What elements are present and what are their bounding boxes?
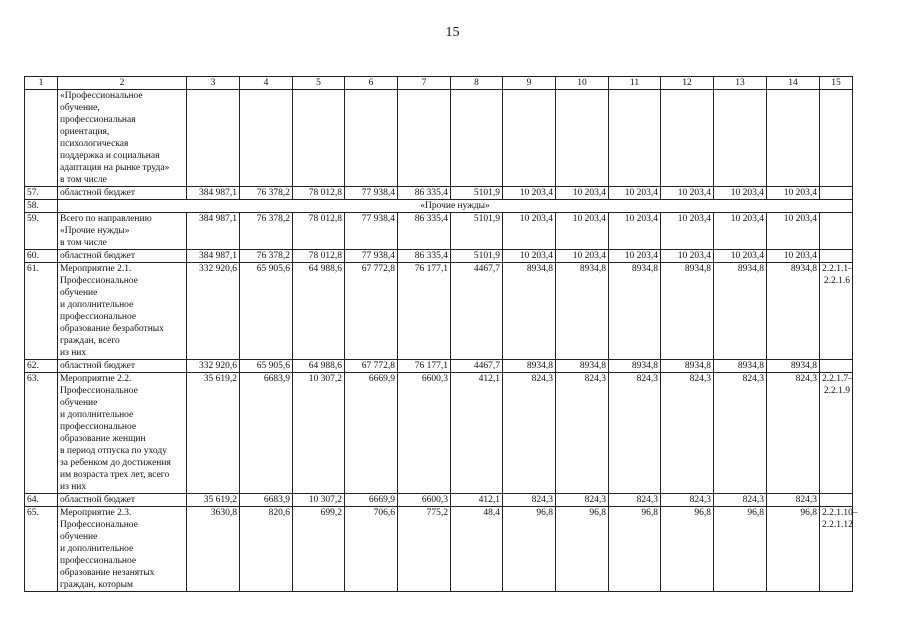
row-name: [58, 213, 187, 250]
row-name-line: из них: [60, 348, 87, 358]
value-cell-col-12: [661, 90, 714, 187]
value-cell-col-7: 6600,3: [398, 373, 451, 494]
row-name-line: и дополнительное: [60, 544, 134, 554]
table-row: [25, 263, 853, 360]
header-cell-9: 9: [503, 77, 556, 90]
value-cell-col-3: 3630,8: [187, 507, 240, 592]
row-code: [820, 360, 853, 373]
row-name-line: профессиональное: [60, 556, 137, 566]
value-cell-col-14: 824,3: [767, 373, 820, 494]
value-cell-col-11: 10 203,4: [609, 187, 661, 200]
row-code: [820, 494, 853, 507]
value-cell-col-14: 10 203,4: [767, 213, 820, 250]
row-name-line: образование женщин: [60, 434, 146, 444]
row-name-line: образование незанятых: [60, 568, 155, 578]
value-cell-col-12: 10 203,4: [661, 213, 714, 250]
value-cell-col-4: 820,6: [240, 507, 293, 592]
row-name-line: областной бюджет: [60, 251, 136, 261]
value-cell-col-10: 96,8: [556, 507, 609, 592]
row-name-line: из них: [60, 482, 87, 492]
value-cell-col-6: 6669,9: [345, 494, 398, 507]
header-cell-2: 2: [58, 77, 187, 90]
table-row: [25, 250, 853, 263]
table-body: [25, 77, 858, 592]
value-cell-col-12: 10 203,4: [661, 187, 714, 200]
value-cell-col-6: 77 938,4: [345, 187, 398, 200]
row-number: [25, 90, 58, 187]
value-cell-col-13: 8934,8: [714, 360, 767, 373]
value-cell-col-6: 67 772,8: [345, 263, 398, 360]
value-cell-col-5: 10 307,2: [293, 494, 345, 507]
value-cell-col-13: 96,8: [714, 507, 767, 592]
value-cell-col-4: 6683,9: [240, 373, 293, 494]
value-cell-col-3: [187, 90, 240, 187]
header-cell-6: 6: [345, 77, 398, 90]
row-name-line: ориентация,: [60, 127, 110, 137]
table-header-row: [25, 77, 853, 90]
value-cell-col-6: [345, 90, 398, 187]
value-cell-col-8: 5101,9: [451, 250, 503, 263]
value-cell-col-10: 10 203,4: [556, 250, 609, 263]
value-cell-col-13: 824,3: [714, 494, 767, 507]
row-name-line: обучение: [60, 532, 98, 542]
value-cell-col-8: [451, 90, 503, 187]
value-cell-col-9: 96,8: [503, 507, 556, 592]
value-cell-col-3: 384 987,1: [187, 213, 240, 250]
value-cell-col-6: 67 772,8: [345, 360, 398, 373]
header-cell-14: 14: [767, 77, 820, 90]
row-name: [58, 250, 187, 263]
row-code-line: 2.2.1.6: [823, 276, 850, 286]
row-name-line: Профессиональное: [60, 276, 138, 286]
row-number: 64.: [25, 494, 58, 507]
row-code: [820, 373, 853, 494]
table-row: [25, 373, 853, 494]
header-cell-5: 5: [293, 77, 345, 90]
value-cell-col-3: 384 987,1: [187, 250, 240, 263]
row-code: [820, 187, 853, 200]
header-cell-10: 10: [556, 77, 609, 90]
value-cell-col-9: 10 203,4: [503, 250, 556, 263]
row-number: 61.: [25, 263, 58, 360]
value-cell-col-5: 64 988,6: [293, 360, 345, 373]
row-name-line: Профессиональное: [60, 386, 138, 396]
table-row: [25, 494, 853, 507]
value-cell-col-12: 96,8: [661, 507, 714, 592]
row-number: 58.: [25, 200, 58, 213]
value-cell-col-9: [503, 90, 556, 187]
section-title: «Прочие нужды»: [58, 200, 853, 213]
row-code-line: 2.2.1.9: [823, 386, 850, 396]
row-name-line: Мероприятие 2.2.: [60, 374, 132, 384]
value-cell-col-5: 699,2: [293, 507, 345, 592]
value-cell-col-7: 86 335,4: [398, 187, 451, 200]
value-cell-col-6: 6669,9: [345, 373, 398, 494]
table-row: [25, 90, 853, 187]
row-code: [820, 90, 853, 187]
row-name: [58, 507, 187, 592]
value-cell-col-8: 412,1: [451, 494, 503, 507]
value-cell-col-11: [609, 90, 661, 187]
row-name-line: областной бюджет: [60, 495, 136, 505]
row-name-line: профессиональное: [60, 312, 137, 322]
value-cell-col-10: 10 203,4: [556, 213, 609, 250]
value-cell-col-3: 332 920,6: [187, 360, 240, 373]
value-cell-col-11: 10 203,4: [609, 213, 661, 250]
header-cell-12: 12: [661, 77, 714, 90]
page-bottom-margin: [0, 596, 905, 640]
row-name: [58, 263, 187, 360]
value-cell-col-8: 5101,9: [451, 213, 503, 250]
page-number: 15: [445, 25, 460, 40]
value-cell-col-9: 8934,8: [503, 360, 556, 373]
value-cell-col-14: 8934,8: [767, 263, 820, 360]
row-name-line: областной бюджет: [60, 188, 136, 198]
value-cell-col-3: 384 987,1: [187, 187, 240, 200]
value-cell-col-9: 824,3: [503, 373, 556, 494]
value-cell-col-8: 4467,7: [451, 360, 503, 373]
value-cell-col-13: 8934,8: [714, 263, 767, 360]
value-cell-col-5: 78 012,8: [293, 187, 345, 200]
row-number: 57.: [25, 187, 58, 200]
value-cell-col-5: 64 988,6: [293, 263, 345, 360]
table-row: [25, 200, 853, 213]
row-name-line: психологическая: [60, 139, 129, 149]
row-name-line: «Прочие нужды»: [60, 226, 130, 236]
header-cell-7: 7: [398, 77, 451, 90]
row-name-line: Мероприятие 2.1.: [60, 264, 132, 274]
value-cell-col-9: 824,3: [503, 494, 556, 507]
row-name-line: в период отпуска по уходу: [60, 446, 167, 456]
value-cell-col-3: 35 619,2: [187, 373, 240, 494]
row-name-line: обучение: [60, 398, 98, 408]
table-row: [25, 507, 853, 592]
row-code: [820, 507, 858, 592]
value-cell-col-6: 77 938,4: [345, 250, 398, 263]
value-cell-col-14: 8934,8: [767, 360, 820, 373]
value-cell-col-11: 8934,8: [609, 360, 661, 373]
value-cell-col-4: 76 378,2: [240, 250, 293, 263]
value-cell-col-8: 48,4: [451, 507, 503, 592]
value-cell-col-13: 10 203,4: [714, 187, 767, 200]
value-cell-col-5: [293, 90, 345, 187]
row-name-line: профессиональная: [60, 115, 136, 125]
value-cell-col-4: 65 905,6: [240, 263, 293, 360]
row-number: 60.: [25, 250, 58, 263]
row-name-line: и дополнительное: [60, 410, 134, 420]
value-cell-col-10: 10 203,4: [556, 187, 609, 200]
row-name: [58, 90, 187, 187]
value-cell-col-8: 4467,7: [451, 263, 503, 360]
value-cell-col-10: 8934,8: [556, 263, 609, 360]
value-cell-col-14: 10 203,4: [767, 187, 820, 200]
row-name-line: в том числе: [60, 175, 107, 185]
value-cell-col-8: 5101,9: [451, 187, 503, 200]
table-row: [25, 187, 853, 200]
value-cell-col-12: 824,3: [661, 494, 714, 507]
row-code-line: 2.2.1.10–: [822, 508, 858, 518]
value-cell-col-13: 10 203,4: [714, 213, 767, 250]
value-cell-col-11: 824,3: [609, 373, 661, 494]
row-number: 63.: [25, 373, 58, 494]
value-cell-col-9: 10 203,4: [503, 213, 556, 250]
row-code: [820, 213, 853, 250]
row-name: [58, 373, 187, 494]
row-name-line: образование безработных: [60, 324, 164, 334]
row-number: 65.: [25, 507, 58, 592]
value-cell-col-11: 8934,8: [609, 263, 661, 360]
row-name-line: им возраста трех лет, всего: [60, 470, 170, 480]
value-cell-col-12: 8934,8: [661, 360, 714, 373]
row-name-line: Мероприятие 2.3.: [60, 508, 132, 518]
row-name-line: областной бюджет: [60, 361, 136, 371]
value-cell-col-3: 35 619,2: [187, 494, 240, 507]
value-cell-col-5: 78 012,8: [293, 213, 345, 250]
value-cell-col-11: 824,3: [609, 494, 661, 507]
budget-table: [24, 76, 858, 592]
header-cell-15: 15: [820, 77, 853, 90]
header-cell-4: 4: [240, 77, 293, 90]
header-cell-13: 13: [714, 77, 767, 90]
value-cell-col-14: [767, 90, 820, 187]
value-cell-col-10: [556, 90, 609, 187]
value-cell-col-4: 6683,9: [240, 494, 293, 507]
header-cell-11: 11: [609, 77, 661, 90]
value-cell-col-7: 775,2: [398, 507, 451, 592]
value-cell-col-13: 10 203,4: [714, 250, 767, 263]
row-name-line: за ребенком до достижения: [60, 458, 171, 468]
value-cell-col-7: 6600,3: [398, 494, 451, 507]
value-cell-col-4: 65 905,6: [240, 360, 293, 373]
row-code: [820, 263, 853, 360]
value-cell-col-11: 10 203,4: [609, 250, 661, 263]
row-code-line: 2.2.1.12: [822, 520, 853, 530]
value-cell-col-11: 96,8: [609, 507, 661, 592]
value-cell-col-8: 412,1: [451, 373, 503, 494]
row-name-line: адаптация на рынке труда»: [60, 163, 170, 173]
value-cell-col-7: 86 335,4: [398, 213, 451, 250]
row-name-line: поддержка и социальная: [60, 151, 160, 161]
value-cell-col-12: 10 203,4: [661, 250, 714, 263]
row-name-line: обучение,: [60, 103, 100, 113]
row-name-line: в том числе: [60, 238, 107, 248]
value-cell-col-10: 824,3: [556, 494, 609, 507]
value-cell-col-7: [398, 90, 451, 187]
row-name-line: Профессиональное: [60, 520, 138, 530]
value-cell-col-12: 8934,8: [661, 263, 714, 360]
header-cell-8: 8: [451, 77, 503, 90]
value-cell-col-12: 824,3: [661, 373, 714, 494]
row-name-line: профессиональное: [60, 422, 137, 432]
value-cell-col-7: 86 335,4: [398, 250, 451, 263]
value-cell-col-5: 78 012,8: [293, 250, 345, 263]
row-name-line: обучение: [60, 288, 98, 298]
row-name-line: «Профессиональное: [60, 91, 143, 101]
value-cell-col-6: 77 938,4: [345, 213, 398, 250]
row-name-line: граждан, которым: [60, 580, 133, 590]
row-code-line: 2.2.1.7–: [822, 374, 853, 384]
row-number: 62.: [25, 360, 58, 373]
value-cell-col-14: 96,8: [767, 507, 820, 592]
table-row: [25, 360, 853, 373]
row-name-line: и дополнительное: [60, 300, 134, 310]
row-code: [820, 250, 853, 263]
table-row: [25, 213, 853, 250]
value-cell-col-7: 76 177,1: [398, 360, 451, 373]
value-cell-col-10: 824,3: [556, 373, 609, 494]
row-name-line: Всего по направлению: [60, 214, 152, 224]
row-name-line: граждан, всего: [60, 336, 120, 346]
value-cell-col-6: 706,6: [345, 507, 398, 592]
value-cell-col-5: 10 307,2: [293, 373, 345, 494]
value-cell-col-9: 10 203,4: [503, 187, 556, 200]
header-cell-1: 1: [25, 77, 58, 90]
row-code-line: 2.2.1.1–: [822, 264, 853, 274]
header-cell-3: 3: [187, 77, 240, 90]
value-cell-col-13: [714, 90, 767, 187]
row-number: 59.: [25, 213, 58, 250]
value-cell-col-10: 8934,8: [556, 360, 609, 373]
value-cell-col-4: [240, 90, 293, 187]
row-name: [58, 360, 187, 373]
row-name: [58, 187, 187, 200]
value-cell-col-9: 8934,8: [503, 263, 556, 360]
value-cell-col-4: 76 378,2: [240, 213, 293, 250]
value-cell-col-14: 824,3: [767, 494, 820, 507]
value-cell-col-13: 824,3: [714, 373, 767, 494]
value-cell-col-3: 332 920,6: [187, 263, 240, 360]
row-name: [58, 494, 187, 507]
value-cell-col-7: 76 177,1: [398, 263, 451, 360]
value-cell-col-4: 76 378,2: [240, 187, 293, 200]
value-cell-col-14: 10 203,4: [767, 250, 820, 263]
